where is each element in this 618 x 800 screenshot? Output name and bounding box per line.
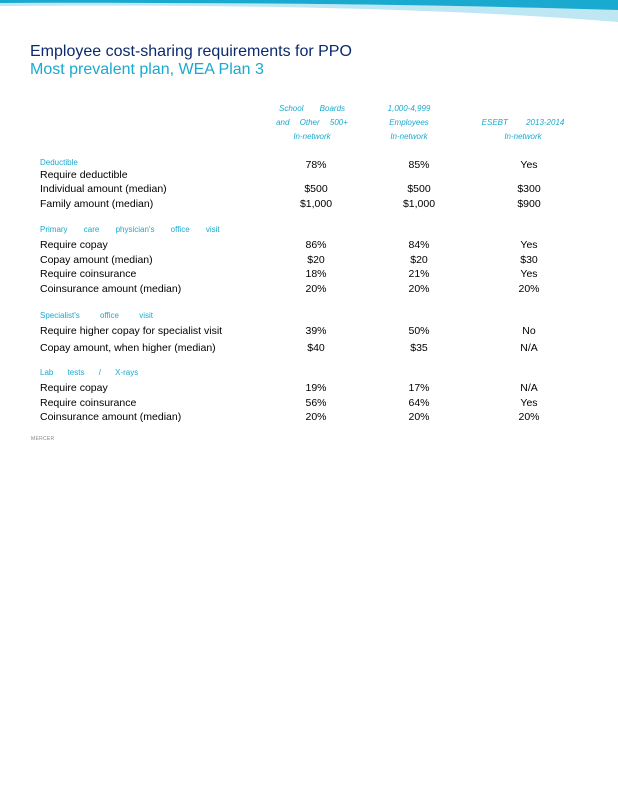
column-header-school-boards (262, 102, 362, 144)
column-header-line: In-network (504, 132, 542, 141)
cell-value: $20 (410, 254, 428, 266)
column-header-line: and Other 500+ (276, 118, 348, 127)
cell-value: Yes (520, 239, 538, 251)
table-row (0, 197, 618, 212)
cell-value: $900 (517, 198, 541, 210)
table-row (0, 396, 618, 411)
cell-value: 20% (408, 411, 430, 423)
column-header-line: In-network (293, 132, 331, 141)
cell-value: $30 (520, 254, 538, 266)
row-label: Require higher copay for specialist visit (40, 325, 223, 337)
page-title: Employee cost-sharing requirements for PPO (30, 43, 352, 60)
column-header-line: School Boards (278, 104, 346, 113)
row-label: Copay amount (median) (40, 254, 153, 266)
column-header-line: ESEBT 2013-2014 (481, 118, 565, 127)
row-label: Family amount (median) (40, 198, 154, 210)
table-row (0, 282, 618, 297)
column-header-esebt (468, 116, 578, 144)
cell-value: 78% (305, 159, 327, 171)
cell-value: 50% (408, 325, 430, 337)
row-label: Copay amount, when higher (median) (40, 342, 216, 354)
cell-value: $40 (307, 342, 325, 354)
cell-value: 64% (408, 397, 430, 409)
header-banner (0, 0, 618, 26)
cell-value: Yes (520, 159, 538, 171)
footer-logo-text: MERCER (31, 436, 55, 442)
cell-value: $300 (517, 183, 541, 195)
row-label: Require copay (40, 239, 108, 251)
section-label-specialist: Specialist's office visit (40, 311, 153, 320)
row-label: Require deductible (40, 169, 128, 181)
cell-value: $20 (307, 254, 325, 266)
cell-value: 19% (305, 382, 327, 394)
cell-value: 39% (305, 325, 327, 337)
row-label: Coinsurance amount (median) (40, 411, 182, 423)
cell-value: 84% (408, 239, 430, 251)
cell-value: No (522, 325, 536, 337)
cell-value: 18% (305, 268, 327, 280)
table-row (0, 168, 618, 183)
cell-value: 20% (408, 283, 430, 295)
cell-value: N/A (520, 382, 538, 394)
page-subtitle: Most prevalent plan, WEA Plan 3 (30, 61, 264, 78)
cell-value: 20% (305, 283, 327, 295)
table-row (0, 182, 618, 197)
table-row (0, 341, 618, 356)
table-row (0, 410, 618, 425)
cell-value: Yes (520, 268, 538, 280)
cell-value: 17% (408, 382, 430, 394)
cell-value: $1,000 (299, 198, 333, 210)
table-row (0, 253, 618, 268)
column-header-line: In-network (390, 132, 428, 141)
column-header-employees (369, 102, 449, 144)
row-label: Require coinsurance (40, 268, 137, 280)
cell-value: Yes (520, 397, 538, 409)
cell-value: 20% (518, 283, 540, 295)
row-label: Require copay (40, 382, 108, 394)
cell-value: 21% (408, 268, 430, 280)
section-label-lab-tests: Lab tests / X-rays (40, 368, 139, 377)
column-header-line: 1,000-4,999 (387, 104, 431, 113)
cell-value: 20% (518, 411, 540, 423)
cell-value: N/A (520, 342, 538, 354)
section-label-primary-care: Primary care physician's office visit (40, 225, 220, 234)
cell-value: 56% (305, 397, 327, 409)
row-label: Require coinsurance (40, 397, 137, 409)
table-row (0, 324, 618, 339)
section-label-deductible: Deductible (40, 158, 78, 167)
cell-value: $1,000 (402, 198, 436, 210)
table-row (0, 267, 618, 282)
row-label: Individual amount (median) (40, 183, 167, 195)
table-row (0, 238, 618, 253)
cell-value: 85% (408, 159, 430, 171)
row-label: Coinsurance amount (median) (40, 283, 182, 295)
cell-value: $35 (410, 342, 428, 354)
cell-value: $500 (304, 183, 328, 195)
cell-value: $500 (407, 183, 431, 195)
column-header-line: Employees (389, 118, 429, 127)
cell-value: 20% (305, 411, 327, 423)
table-row (0, 381, 618, 396)
cell-value: 86% (305, 239, 327, 251)
